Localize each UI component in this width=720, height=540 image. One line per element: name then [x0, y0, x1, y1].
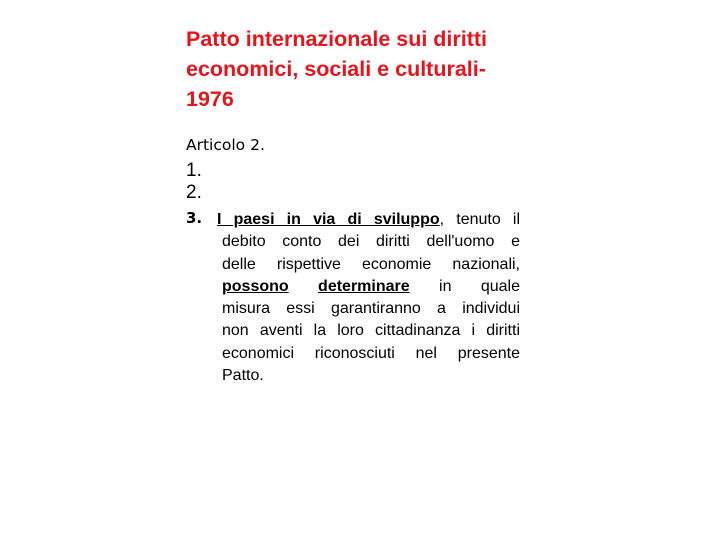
list-item-number-3: 3. [186, 209, 203, 227]
slide-title [186, 24, 536, 114]
list-item-number-2: 2. [186, 182, 202, 203]
title-line-1: Patto internazionale sui diritti [186, 27, 488, 51]
article-heading: Articolo 2. [186, 136, 265, 154]
emphasis-text: I paesi in via di sviluppo [217, 211, 440, 228]
paragraph-text: in quale [409, 277, 520, 295]
title-line-2: economici, sociali e culturali- [186, 57, 486, 81]
paragraph-line: delle rispettive economie nazionali, [222, 255, 520, 273]
paragraph-line: non aventi la loro cittadinanza i diritti [222, 322, 520, 340]
paragraph-line: Patto. [222, 367, 264, 385]
title-line-3: 1976 [186, 87, 234, 111]
paragraph-line [217, 209, 520, 231]
emphasis-text: possono [222, 277, 289, 295]
paragraph-text: , tenuto il [439, 211, 521, 228]
paragraph-line: misura essi garantiranno a individui [222, 300, 520, 318]
paragraph-line: economici riconosciuti nel presente [222, 344, 520, 362]
paragraph-line: debito conto dei diritti dell'uomo e [222, 233, 520, 251]
article-paragraph [186, 209, 520, 387]
emphasis-text: determinare [318, 277, 410, 295]
list-item-number-1: 1. [186, 160, 202, 181]
paragraph-line [222, 276, 520, 298]
